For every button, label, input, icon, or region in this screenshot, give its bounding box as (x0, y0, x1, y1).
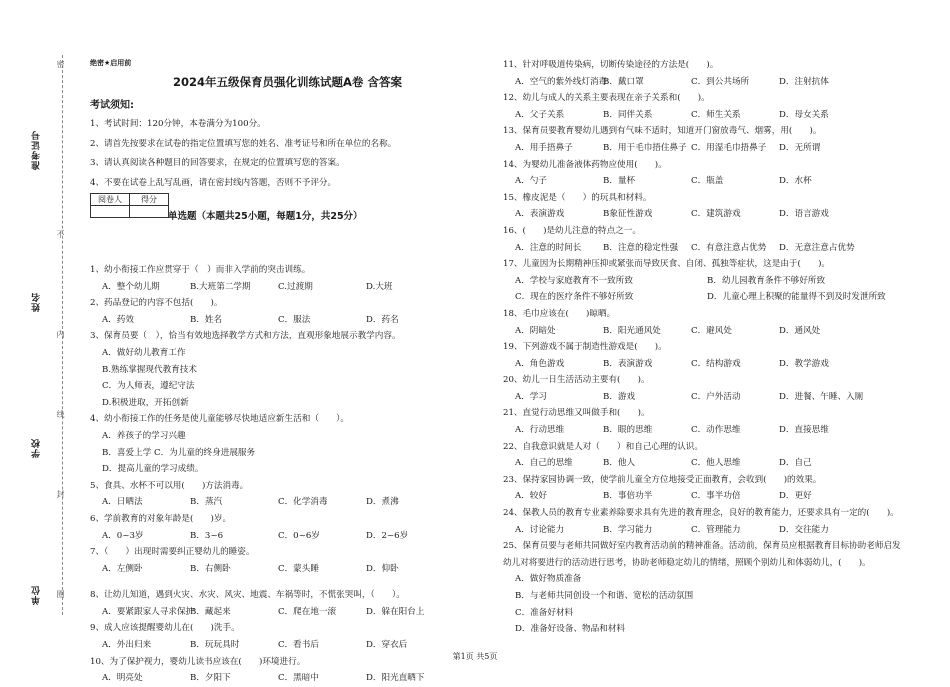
answer-option: C．0~6岁 (278, 530, 320, 541)
answer-option: B．姓名 (190, 314, 223, 325)
notice-item: 2、请首先按要求在试卷的指定位置填写您的姓名、准考证号和所在单位的名称。 (90, 138, 397, 149)
answer-option: D.大班 (366, 281, 393, 292)
question-text: 5、食具、水杯不可以用( )方法消毒。 (90, 480, 249, 491)
answer-option: D．药名 (366, 314, 399, 325)
answer-option: D．语言游戏 (779, 209, 829, 220)
answer-option: D．水杯 (779, 176, 812, 187)
answer-option: C．用湿毛巾捂鼻子 (691, 142, 767, 153)
answer-option: B．右侧卧 (190, 563, 231, 574)
answer-option: A．0~3岁 (102, 530, 144, 541)
binding-field-label: 学校 (32, 438, 42, 458)
question-text: 3、保育员要（ ），恰当有效地选择教学方式和方法，直观形象地展示教学内容。 (90, 331, 401, 342)
options-row (90, 561, 485, 578)
page-footer: 第1页 共5页 (452, 652, 498, 661)
answer-option: D．注射抗体 (779, 76, 829, 87)
question-text: 16、( )是幼儿注意的特点之一。 (503, 225, 641, 236)
answer-option: C．户外活动 (691, 391, 741, 402)
answer-option: B．蒸汽 (190, 497, 223, 508)
exam-title: 2024年五级保育员强化训练试题A卷 含答案 (173, 75, 402, 89)
seal-mark: 密 (56, 60, 65, 68)
binding-field[interactable] (30, 585, 43, 605)
question-text: 21、直觉行动思维又叫做手和( )。 (503, 408, 650, 419)
answer-option: D．无意注意占优势 (779, 242, 855, 253)
question-text: 4、幼小衔接工作的任务是使儿童能够尽快地适应新生活和（ ）。 (90, 414, 349, 425)
answer-option: A．行动思维 (515, 425, 565, 436)
answer-option: B．藏起来 (190, 606, 231, 617)
answer-option: D．提高儿童的学习成绩。 (102, 464, 204, 475)
answer-option: A．药效 (102, 314, 134, 325)
answer-option: A．日晒法 (102, 497, 143, 508)
question-text: 9、成人应该提醒婴幼儿在( )洗手。 (90, 623, 240, 634)
answer-option: B．表演游戏 (603, 358, 653, 369)
answer-option: A．空气的紫外线灯消毒 (515, 76, 608, 87)
answer-option: B.大班第二学期 (190, 281, 251, 292)
secret-label: 绝密★启用前 (90, 59, 132, 67)
answer-option: D．穿衣后 (366, 640, 408, 651)
options-row (90, 604, 485, 621)
answer-option: A．表演游戏 (515, 209, 565, 220)
answer-option: C.过渡期 (278, 281, 313, 292)
answer-option: D．煮沸 (366, 497, 399, 508)
question-text: 23、保持家园协调一致，使学前儿童全方位地接受正面教育，会收到( )的效果。 (503, 474, 822, 485)
question-text: 17、儿童因为长期精神压抑或紧张而导致厌食、自闭、孤独等症状，这是由于( )。 (503, 259, 831, 270)
answer-option: C．结构游戏 (691, 358, 741, 369)
answer-option: D．儿童心理上积聚的能量得不到及时发泄所致 (707, 292, 886, 303)
answer-option: C．为人师表，遵纪守法 (102, 381, 195, 392)
answer-option: B．与老师共同创设一个和谐、宽松的活动氛围 (515, 591, 694, 601)
answer-option: B．玩玩具时 (190, 640, 240, 651)
answer-option: B．幼儿园教育条件不够好所致 (707, 275, 826, 286)
question-text: 18、毛巾应该在( )晾晒。 (503, 308, 616, 319)
answer-option: A．讨论能力 (515, 524, 565, 535)
options-row (90, 312, 485, 329)
options-row (503, 389, 903, 406)
binding-field[interactable] (30, 438, 43, 458)
answer-option: D．进餐、午睡、入厕 (779, 391, 864, 402)
options-row (90, 494, 485, 511)
question-text: 22、自我意识就是人对（ ）和自己心理的认识。 (503, 441, 703, 452)
answer-option: C．有意注意占优势 (691, 242, 767, 253)
answer-option: D．自己 (779, 458, 812, 469)
score-cell[interactable] (130, 206, 169, 218)
binding-margin (0, 0, 78, 671)
options-row (90, 279, 485, 296)
answer-option: A．明亮处 (102, 673, 143, 684)
options-row (503, 74, 903, 91)
binding-field-label: 准考证号 (32, 130, 42, 170)
answer-option: A．整个幼儿期 (102, 281, 160, 292)
question-text: 15、橡皮泥是（ ）的玩具和材料。 (503, 192, 652, 203)
options-row (503, 107, 903, 124)
answer-option: A．外出归来 (102, 640, 152, 651)
answer-option: B．游戏 (603, 391, 636, 402)
options-row (503, 571, 903, 637)
answer-option: B．同伴关系 (603, 109, 653, 120)
question-text: 10、为了保护视力，婴幼儿读书应该在( )环境进行。 (90, 656, 306, 667)
answer-option: B．3~6 (190, 530, 224, 541)
question-text: 2、药品登记的内容不包括( )。 (90, 298, 223, 309)
answer-option: D．无所谓 (779, 142, 821, 153)
options-row (503, 323, 903, 340)
answer-option: B．注意的稳定性强 (603, 242, 679, 253)
answer-option: B．眼的思维 (603, 425, 653, 436)
question-text: 7、（ ）出现时需要纠正婴幼儿的睡姿。 (90, 547, 255, 558)
answer-option: A．要紧跟家人寻求保护 (102, 606, 195, 617)
question-text: 25、保育员要与老师共同做好室内教育活动前的精神准备。活动前，保育员应根据教育目标协助老师启发幼儿对将要进行的活动进行思考，协助老师稳定幼儿的情绪，照顾个别幼儿和体弱幼儿，( )。 (503, 541, 901, 568)
spacer (90, 577, 485, 587)
answer-option: C．瓶盖 (691, 176, 724, 187)
answer-option: C．建筑游戏 (691, 209, 741, 220)
answer-option: B．事倍功半 (603, 491, 653, 502)
answer-option: D．躲在阳台上 (366, 606, 425, 617)
binding-field[interactable] (30, 292, 43, 312)
question-text: 11、针对呼吸道传染病，切断传染途径的方法是( )。 (503, 60, 719, 70)
answer-option: C．黑暗中 (278, 673, 319, 684)
question-text: 8、让幼儿知道，遇到火灾、水灾、风灾、地震、车祸等时，不慌张哭叫，（ ）。 (90, 590, 405, 601)
binding-field-label: 单位 (32, 585, 42, 605)
options-row (90, 345, 485, 411)
answer-option: D．交往能力 (779, 524, 829, 535)
answer-option: B．夕阳下 (190, 673, 231, 684)
question-text: 6、学前教育的对象年龄是( )岁。 (90, 513, 232, 524)
options-row (503, 240, 903, 257)
answer-option: A．做好幼儿教育工作 (102, 347, 186, 358)
answer-option: B象征性游戏 (603, 209, 653, 220)
answer-option: B．戴口罩 (603, 76, 644, 87)
answer-option: C．管理能力 (691, 524, 741, 535)
score-table (90, 193, 169, 218)
answer-option: C．师生关系 (691, 109, 741, 120)
answer-option: A．注意的时间长 (515, 242, 582, 253)
answer-option: C．准备好材料 (515, 607, 574, 618)
answer-option: C．他人思维 (691, 458, 741, 469)
answer-option: C．服法 (278, 314, 311, 325)
reviewer-header: 阅卷人 (91, 194, 130, 206)
question-text: 14、为婴幼儿准备液体药物应使用( )。 (503, 159, 667, 170)
question-text: 20、幼儿一日生活活动主要有( )。 (503, 375, 650, 386)
answer-option: A．养孩子的学习兴趣 (102, 430, 186, 441)
questions-right-column (503, 57, 903, 638)
questions-left-column (90, 262, 485, 687)
options-row (503, 206, 903, 223)
notice-item: 1、考试时间：120分钟，本卷满分为100分。 (90, 119, 266, 129)
answer-option: D．阳光直晒下 (366, 673, 425, 684)
answer-option: A．做好物质准备 (515, 574, 582, 585)
answer-option: D．母女关系 (779, 109, 829, 120)
binding-field[interactable] (30, 130, 43, 170)
answer-option: C．动作思维 (691, 425, 741, 436)
score-header: 得分 (130, 194, 169, 206)
answer-option: A．学习 (515, 391, 547, 402)
answer-option: A．用手捂鼻子 (515, 142, 573, 153)
answer-option: A．左侧卧 (102, 563, 143, 574)
answer-option: D.积极进取，开拓创新 (102, 397, 189, 408)
options-row (503, 455, 903, 472)
answer-option: A．角色游戏 (515, 358, 565, 369)
answer-option: D．通风处 (779, 325, 821, 336)
notice-item: 3、请认真阅读各种题目的回答要求，在规定的位置填写您的答案。 (90, 158, 345, 168)
options-row (503, 356, 903, 373)
answer-option: A．勺子 (515, 176, 547, 187)
seal-mark: 不 (56, 230, 65, 238)
answer-option: B.熟练掌握现代教育技术 (102, 364, 197, 375)
notice-heading: 考试须知: (90, 100, 134, 111)
answer-option: C．现在的医疗条件不够好所致 (515, 292, 634, 303)
answer-option: D．准备好设备、物品和材料 (515, 624, 626, 635)
options-row (503, 140, 903, 157)
question-text: 12、幼儿与成人的关系主要表现在亲子关系和( )。 (503, 93, 710, 104)
question-text: 13、保育员要教育婴幼儿遇到有气味不适时，知道开门窗放毒气、烟雾，用( )。 (503, 126, 822, 137)
answer-option: C．事半功倍 (691, 491, 741, 502)
notice-item: 4、不要在试卷上乱写乱画，请在密封线内答题，否则不予评分。 (90, 177, 337, 188)
answer-option: C．爬在地一滚 (278, 606, 337, 617)
answer-option: B．阳光通风处 (603, 325, 661, 336)
seal-mark: 圈 (56, 590, 65, 598)
options-row (503, 522, 903, 539)
answer-option: A．自己的思维 (515, 458, 573, 469)
answer-option: C．化学消毒 (278, 497, 328, 508)
question-text: 1、幼小衔接工作应贯穿于（ ）而非入学前的突击训练。 (90, 265, 311, 275)
answer-option: D．2~6岁 (366, 530, 409, 541)
answer-option: D．教学游戏 (779, 358, 829, 369)
seal-mark: 内 (56, 330, 65, 338)
answer-option: A．学校与家庭教育不一致所致 (515, 275, 633, 286)
answer-option: B．喜爱上学 C．为儿童的终身进展服务 (102, 447, 256, 458)
seal-mark: 封 (56, 490, 65, 498)
answer-option: D．更好 (779, 491, 812, 502)
options-row (503, 422, 903, 439)
binding-field-label: 姓名 (32, 292, 42, 312)
answer-option: C．避风处 (691, 325, 732, 336)
options-row (503, 173, 903, 190)
answer-option: B．量杯 (603, 176, 636, 187)
options-row (503, 273, 903, 306)
answer-option: D．仰卧 (366, 563, 399, 574)
answer-option: C．看书后 (278, 640, 319, 651)
answer-option: C．蒙头睡 (278, 563, 319, 574)
section-heading: 单选题（本题共25小题，每题1分，共25分） (168, 211, 363, 222)
answer-option: B．用干毛巾捂住鼻子 (603, 142, 687, 153)
answer-option: B．他人 (603, 458, 636, 469)
options-row (90, 528, 485, 545)
answer-option: C．到公共场所 (691, 76, 750, 87)
answer-option: D．直接思维 (779, 425, 829, 436)
answer-option: A．父子关系 (515, 109, 565, 120)
answer-option: A．阴暗处 (515, 325, 556, 336)
seal-mark: 线 (56, 410, 65, 418)
answer-option: B．学习能力 (603, 524, 653, 535)
options-row (90, 670, 485, 687)
options-row (90, 428, 485, 478)
notice-list (90, 115, 485, 193)
question-text: 24、保教人员的教育专业素养除要求具有先进的教育理念，良好的教育能力，还要求具有一定的( )。 (503, 508, 899, 519)
answer-option: A．较好 (515, 491, 547, 502)
reviewer-cell[interactable] (91, 206, 130, 218)
question-text: 19、下列游戏不属于制造性游戏是( )。 (503, 342, 667, 353)
options-row (503, 488, 903, 505)
